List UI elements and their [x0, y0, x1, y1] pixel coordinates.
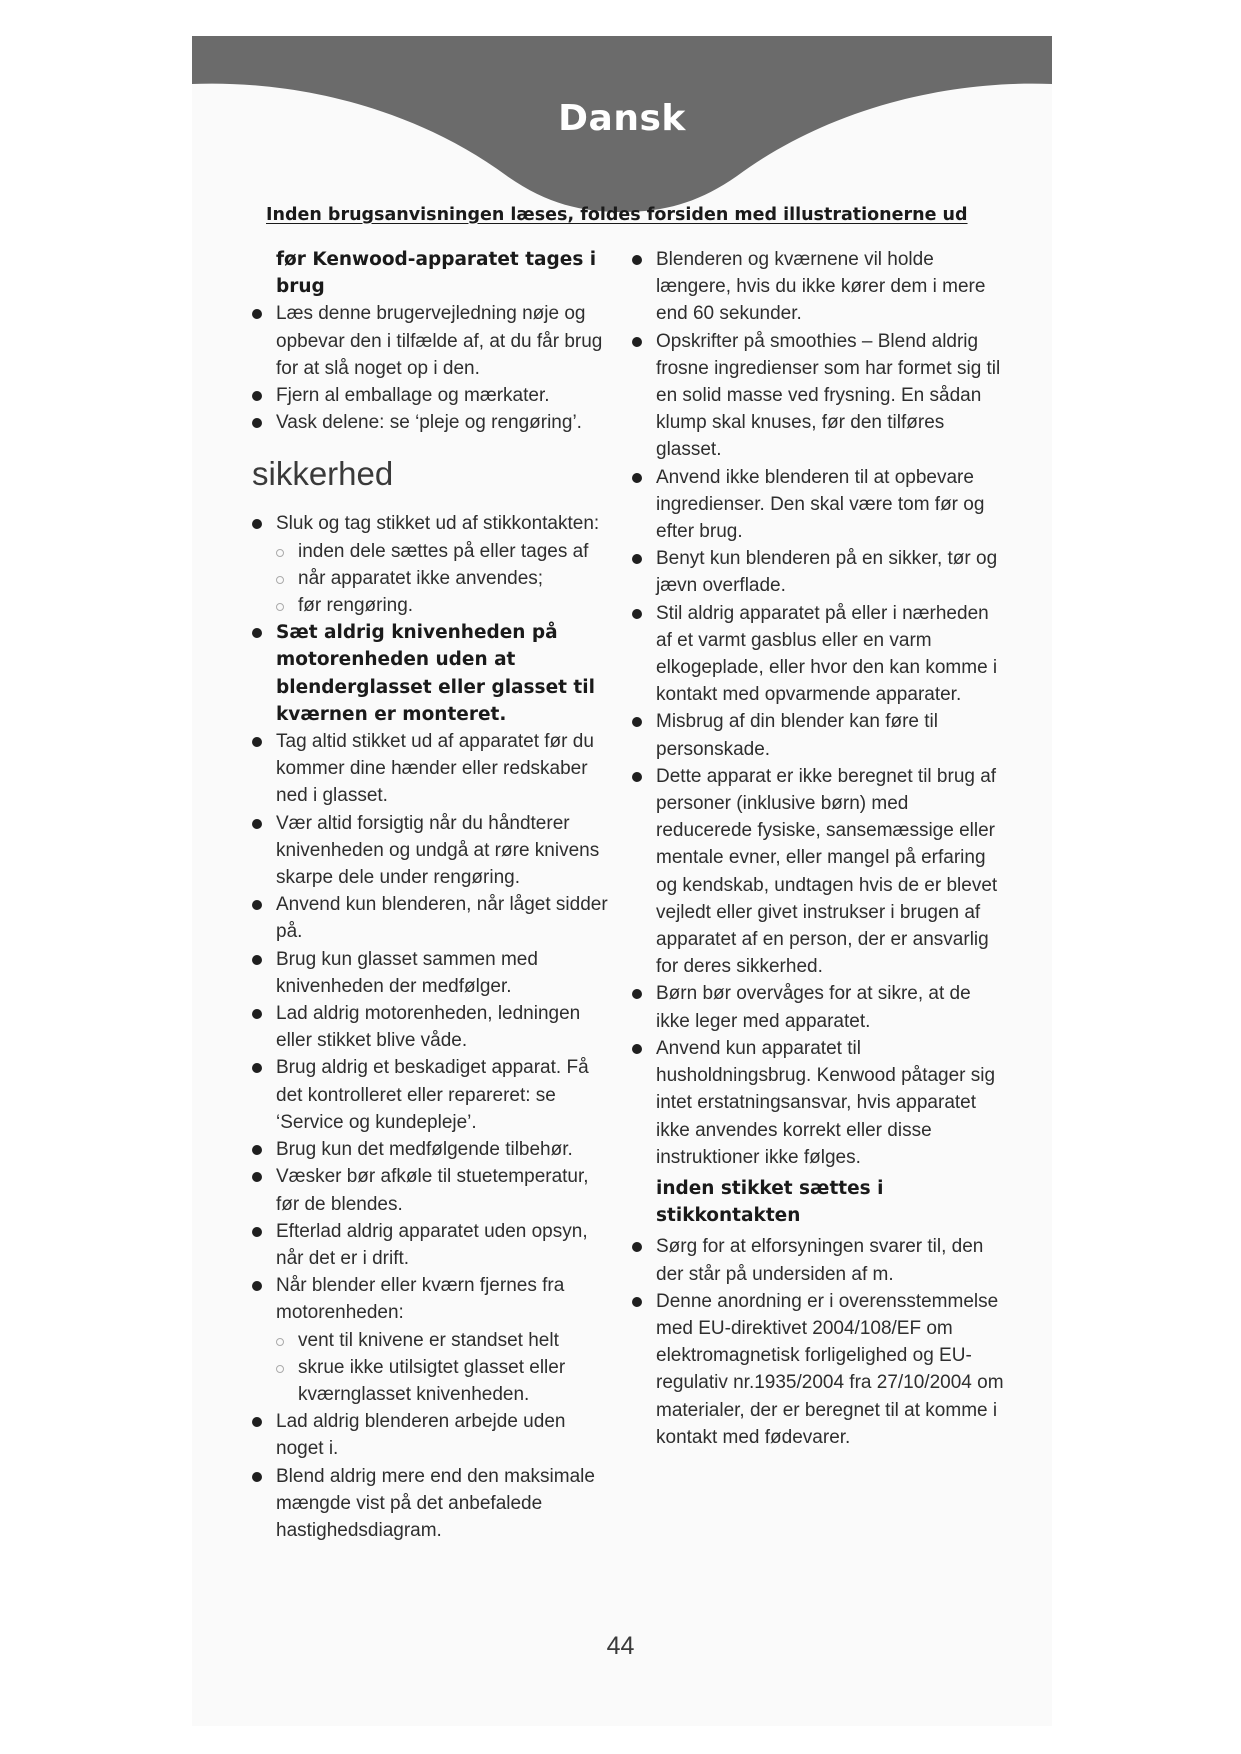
instruction-text: Inden brugsanvisningen læses, foldes forsiden med illustrationerne ud: [266, 205, 968, 225]
bullet-icon: [632, 717, 642, 727]
list-item: Brug kun det medfølgende tilbehør.: [248, 1136, 616, 1163]
bullet-icon: [632, 772, 642, 782]
bullet-icon: [252, 1145, 262, 1155]
bullet-icon: [632, 609, 642, 619]
list-item: Anvend kun blenderen, når låget sidder på.: [248, 891, 616, 945]
page-number: 44: [606, 1632, 635, 1660]
bullet-icon: [632, 473, 642, 483]
list-item: Når blender eller kværn fjernes fra motorenheden:: [248, 1272, 616, 1326]
bullet-icon: [252, 900, 262, 910]
safety-list-continued: [628, 246, 1008, 1171]
bullet-icon: [632, 554, 642, 564]
bullet-icon: [632, 1297, 642, 1307]
circle-bullet-icon: [276, 576, 284, 584]
list-item: Blend aldrig mere end den maksimale mængde vist på det anbefalede hastighedsdiagram.: [248, 1463, 616, 1545]
before-plugging-heading: inden stikket sættes i stikkontakten: [656, 1177, 884, 1227]
circle-bullet-icon: [276, 603, 284, 611]
list-item: Anvend kun apparatet til husholdningsbrug. Kenwood påtager sig intet erstatningsansvar, hvis apparatet ikke anvendes korrekt eller disse instruktioner ikke følges.: [628, 1035, 1008, 1171]
sub-list-item: inden dele sættes på eller tages af: [248, 538, 616, 565]
list-item: Misbrug af din blender kan føre til personskade.: [628, 708, 1008, 762]
list-item: Lad aldrig motorenheden, ledningen eller stikket blive våde.: [248, 1000, 616, 1054]
sub-list-item: skrue ikke utilsigtet glasset eller kværnglasset knivenheden.: [248, 1354, 616, 1408]
bullet-icon: [252, 628, 262, 638]
bullet-icon: [252, 1417, 262, 1427]
sub-list-item: når apparatet ikke anvendes;: [248, 565, 616, 592]
list-item: Væsker bør afkøle til stuetemperatur, før de blendes.: [248, 1163, 616, 1217]
bullet-icon: [632, 337, 642, 347]
bullet-icon: [252, 1063, 262, 1073]
before-plugging-list: [628, 1233, 1008, 1451]
circle-bullet-icon: [276, 1338, 284, 1346]
bullet-icon: [252, 391, 262, 401]
list-item: Læs denne brugervejledning nøje og opbevar den i tilfælde af, at du får brug for at slå noget op i den.: [248, 300, 616, 382]
bullet-icon: [632, 989, 642, 999]
list-item: Stil aldrig apparatet på eller i nærheden af et varmt gasblus eller en varm elkogeplade, eller hvor den kan komme i kontakt med opvarmende apparater.: [628, 600, 1008, 709]
list-item: Brug kun glasset sammen med knivenheden der medfølger.: [248, 946, 616, 1000]
bullet-icon: [252, 1281, 262, 1291]
bullet-icon: [632, 1242, 642, 1252]
bullet-icon: [252, 1227, 262, 1237]
left-column: [248, 246, 616, 1544]
warning-item: Sæt aldrig knivenheden på motorenheden uden at blenderglasset eller glasset til kværnen er monteret.: [248, 619, 616, 728]
bullet-icon: [252, 1472, 262, 1482]
list-item: Dette apparat er ikke beregnet til brug af personer (inklusive børn) med reducerede fysiske, sansemæssige eller mentale evner, eller mangel på erfaring og kendskab, undtagen hvis de er blevet vejledt eller givet instrukser i brugen af apparatet af en person, der er ansvarlig for deres sikkerhed.: [628, 763, 1008, 981]
list-item: Blenderen og kværnene vil holde længere, hvis du ikke kører dem i mere end 60 sekunder.: [628, 246, 1008, 328]
bullet-icon: [252, 1009, 262, 1019]
list-item: Benyt kun blenderen på en sikker, tør og jævn overflade.: [628, 545, 1008, 599]
right-column: [628, 246, 1008, 1451]
language-title: Dansk: [558, 98, 686, 139]
bullet-icon: [252, 737, 262, 747]
header-banner: [192, 36, 1052, 226]
bullet-icon: [252, 1172, 262, 1182]
list-item: Efterlad aldrig apparatet uden opsyn, når det er i drift.: [248, 1218, 616, 1272]
circle-bullet-icon: [276, 549, 284, 557]
safety-section-title: sikkerhed: [252, 455, 394, 493]
bullet-icon: [252, 819, 262, 829]
bullet-icon: [252, 309, 262, 319]
bullet-icon: [632, 1044, 642, 1054]
list-item: Sluk og tag stikket ud af stikkontakten:: [248, 510, 616, 537]
bullet-icon: [252, 955, 262, 965]
bullet-icon: [252, 418, 262, 428]
sub-list-item: før rengøring.: [248, 592, 616, 619]
sub-list-item: vent til knivene er standset helt: [248, 1327, 616, 1354]
list-item: Vask delene: se ‘pleje og rengøring’.: [248, 409, 616, 436]
bullet-icon: [632, 255, 642, 265]
fold-out-instruction: [266, 205, 976, 225]
list-item: Denne anordning er i overensstemmelse med EU-direktivet 2004/108/EF om elektromagnetisk forligelighed og EU-regulativ nr.1935/2004 fra 27/10/2004 om materialer, der er beregnet til at komme i kontakt med fødevarer.: [628, 1288, 1008, 1451]
list-item: Børn bør overvåges for at sikre, at de ikke leger med apparatet.: [628, 980, 1008, 1034]
list-item: Fjern al emballage og mærkater.: [248, 382, 616, 409]
list-item: Anvend ikke blenderen til at opbevare ingredienser. Den skal være tom før og efter brug.: [628, 464, 1008, 546]
list-item: Tag altid stikket ud af apparatet før du kommer dine hænder eller redskaber ned i glasset.: [248, 728, 616, 810]
before-use-heading: før Kenwood-apparatet tages i brug: [276, 249, 597, 298]
safety-list: [248, 510, 616, 1544]
list-item: Sørg for at elforsyningen svarer til, den der står på undersiden af m.: [628, 1233, 1008, 1287]
circle-bullet-icon: [276, 1365, 284, 1373]
before-use-list: [248, 300, 616, 436]
list-item: Lad aldrig blenderen arbejde uden noget i.: [248, 1408, 616, 1462]
bullet-icon: [252, 519, 262, 529]
list-item: Vær altid forsigtig når du håndterer knivenheden og undgå at røre knivens skarpe dele under rengøring.: [248, 810, 616, 892]
list-item: Opskrifter på smoothies – Blend aldrig frosne ingredienser som har formet sig til en solid masse ved frysning. En sådan klump skal knuses, før den tilføres glasset.: [628, 328, 1008, 464]
list-item: Brug aldrig et beskadiget apparat. Få det kontrolleret eller repareret: se ‘Service og kundepleje’.: [248, 1054, 616, 1136]
